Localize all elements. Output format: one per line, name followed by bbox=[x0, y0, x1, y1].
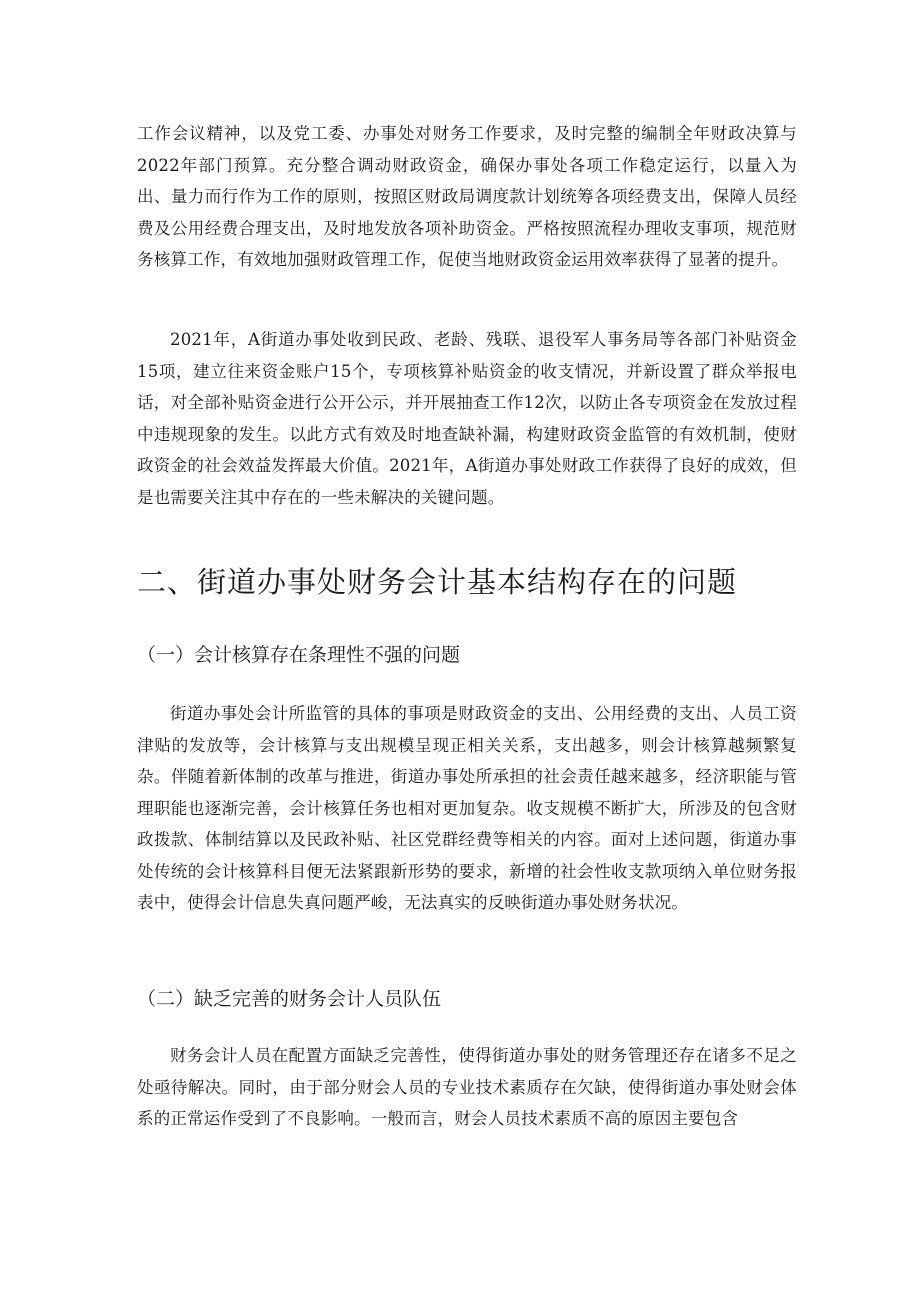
section-heading: 二、街道办事处财务会计基本结构存在的问题 bbox=[137, 565, 738, 599]
subheading-accounting: （一）会计核算存在条理性不强的问题 bbox=[137, 644, 461, 666]
subheading-staff: （二）缺乏完善的财务会计人员队伍 bbox=[137, 988, 442, 1010]
paragraph-accounting: 街道办事处会计所监管的具体的事项是财政资金的支出、公用经费的支出、人员工资津贴的发放等，会计核算与支出规模呈现正相关关系，支出越多，则会计核算越频繁复杂。伴随着新体制的改革与推进，街道办事处所承担的社会责任越来越多，经济职能与管理职能也逐渐完善，会计核算任务也相对更加复杂。收支规模不断扩大，所涉及的包含财政拨款、体制结算以及民政补贴、社区党群经费等相关的内容。面对上述问题，街道办事处传统的会计核算科目便无法紧跟新形势的要求，新增的社会性收支款项纳入单位财务报表中，使得会计信息失真问题严峻，无法真实的反映街道办事处财务状况。 bbox=[137, 704, 797, 912]
paragraph-staff: 财务会计人员在配置方面缺乏完善性，使得街道办事处的财务管理还存在诸多不足之处亟待解决。同时，由于部分财会人员的专业技术素质存在欠缺，使得街道办事处财会体系的正常运作受到了不良影响。一般而言，财会人员技术素质不高的原因主要包含 bbox=[137, 1046, 797, 1128]
paragraph-continuation: 工作会议精神，以及党工委、办事处对财务工作要求，及时完整的编制全年财政决算与2022年部门预算。充分整合调动财政资金，确保办事处各项工作稳定运行，以量入为出、量力而行作为工作的原则，按照区财政局调度款计划统筹各项经费支出，保障人员经费及公用经费合理支出，及时地发放各项补助资金。严格按照流程办理收支事项，规范财务核算工作，有效地加强财政管理工作，促使当地财政资金运用效率获得了显著的提升。 bbox=[137, 124, 797, 269]
paragraph-subsidy-funds: 2021年，A街道办事处收到民政、老龄、残联、退役军人事务局等各部门补贴资金15项，建立往来资金账户15个，专项核算补贴资金的收支情况，并新设置了群众举报电话，对全部补贴资金进行公开公示，并开展抽查工作12次，以防止各专项资金在发放过程中违规现象的发生。以此方式有效及时地查缺补漏，构建财政资金监管的有效机制，使财政资金的社会效益发挥最大价值。2021年，A街道办事处财政工作获得了良好的成效，但是也需要关注其中存在的一些未解决的关键问题。 bbox=[137, 330, 797, 507]
